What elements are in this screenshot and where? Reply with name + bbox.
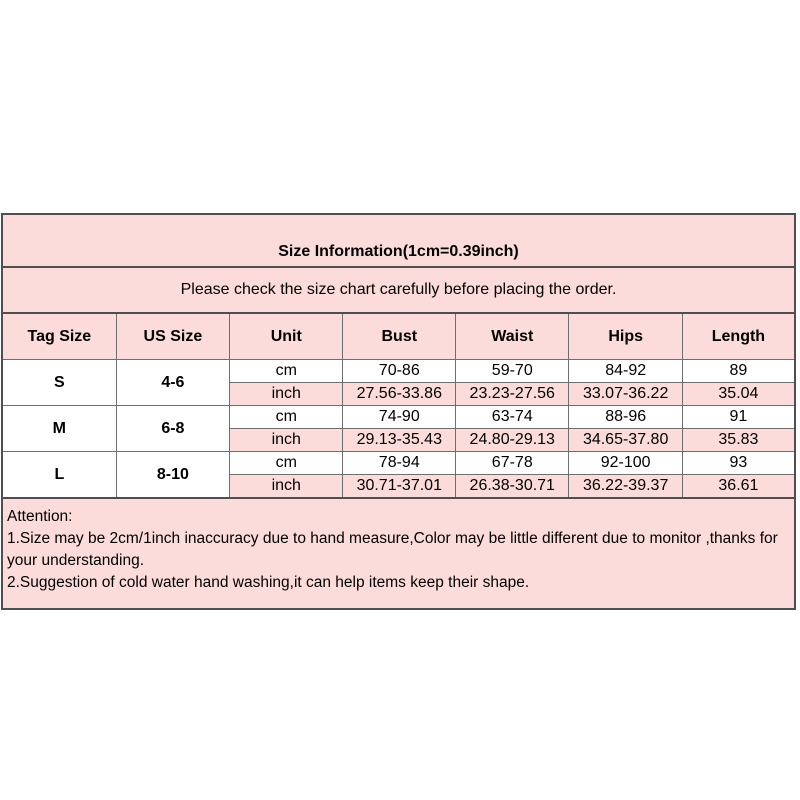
header-row xyxy=(2,313,795,360)
table-subtitle: Please check the size chart carefully before placing the order. xyxy=(2,267,795,313)
bust-cell: 27.56-33.86 xyxy=(343,383,456,406)
subtitle-row xyxy=(2,267,795,313)
waist-cell: 24.80-29.13 xyxy=(456,429,569,452)
unit-cell: cm xyxy=(230,360,343,383)
length-cell: 35.04 xyxy=(682,383,795,406)
length-cell: 36.61 xyxy=(682,475,795,499)
waist-cell: 63-74 xyxy=(456,406,569,429)
attention-line-2: 2.Suggestion of cold water hand washing,it can help items keep their shape. xyxy=(7,574,530,591)
col-header-tag-size: Tag Size xyxy=(2,313,116,360)
unit-cell: inch xyxy=(230,383,343,406)
attention-row xyxy=(2,498,795,609)
bust-cell: 74-90 xyxy=(343,406,456,429)
size-chart-table xyxy=(1,213,796,610)
tag-size-cell: M xyxy=(2,406,116,452)
hips-cell: 88-96 xyxy=(569,406,682,429)
hips-cell: 36.22-39.37 xyxy=(569,475,682,499)
length-cell: 91 xyxy=(682,406,795,429)
row-l-cm xyxy=(2,452,795,475)
tag-size-cell: S xyxy=(2,360,116,406)
us-size-cell: 6-8 xyxy=(116,406,229,452)
unit-cell: cm xyxy=(230,452,343,475)
bust-cell: 30.71-37.01 xyxy=(343,475,456,499)
unit-cell: inch xyxy=(230,429,343,452)
hips-cell: 92-100 xyxy=(569,452,682,475)
title-row xyxy=(2,214,795,267)
attention-line-1: 1.Size may be 2cm/1inch inaccuracy due to hand measure,Color may be little different due to monitor ,thanks for your understanding. xyxy=(7,530,778,569)
col-header-us-size: US Size xyxy=(116,313,229,360)
length-cell: 93 xyxy=(682,452,795,475)
hips-cell: 34.65-37.80 xyxy=(569,429,682,452)
tag-size-cell: L xyxy=(2,452,116,499)
length-cell: 35.83 xyxy=(682,429,795,452)
bust-cell: 29.13-35.43 xyxy=(343,429,456,452)
attention-cell xyxy=(2,498,795,609)
waist-cell: 59-70 xyxy=(456,360,569,383)
table-title: Size Information(1cm=0.39inch) xyxy=(2,214,795,267)
col-header-length: Length xyxy=(682,313,795,360)
col-header-waist: Waist xyxy=(456,313,569,360)
unit-cell: inch xyxy=(230,475,343,499)
unit-cell: cm xyxy=(230,406,343,429)
waist-cell: 23.23-27.56 xyxy=(456,383,569,406)
waist-cell: 26.38-30.71 xyxy=(456,475,569,499)
col-header-unit: Unit xyxy=(230,313,343,360)
hips-cell: 33.07-36.22 xyxy=(569,383,682,406)
col-header-hips: Hips xyxy=(569,313,682,360)
bust-cell: 78-94 xyxy=(343,452,456,475)
bust-cell: 70-86 xyxy=(343,360,456,383)
row-m-cm xyxy=(2,406,795,429)
hips-cell: 84-92 xyxy=(569,360,682,383)
waist-cell: 67-78 xyxy=(456,452,569,475)
row-s-cm xyxy=(2,360,795,383)
us-size-cell: 4-6 xyxy=(116,360,229,406)
attention-heading: Attention: xyxy=(7,508,73,525)
length-cell: 89 xyxy=(682,360,795,383)
us-size-cell: 8-10 xyxy=(116,452,229,499)
col-header-bust: Bust xyxy=(343,313,456,360)
